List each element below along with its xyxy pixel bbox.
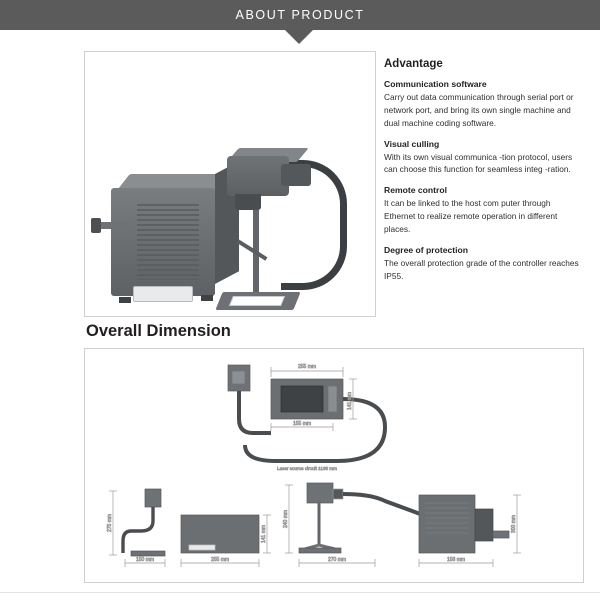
left-view-chiller-height-label: 141 mm <box>261 524 267 544</box>
top-view-depth-label: 155 mm <box>292 421 312 427</box>
advantage-item-body: The overall protection grade of the controller reaches IP55. <box>384 257 579 281</box>
advantage-column <box>384 58 584 292</box>
advantage-item-body: With its own visual communica -tion protocol, users can choose this function for seamless integ -ration. <box>384 151 573 175</box>
laser-marking-head <box>227 156 289 196</box>
right-view-chiller-width-label: 158 mm <box>446 557 466 563</box>
vent-grille-icon <box>137 204 199 280</box>
top-view-cable-label: Laser source circuit 1135 mm <box>277 466 337 471</box>
chiller-front-plate <box>133 286 193 302</box>
stand-base-inner-plate <box>229 296 285 306</box>
lens-icon <box>235 194 261 210</box>
top-view-width-label: 255 mm <box>297 364 317 370</box>
advantage-item-2 <box>384 185 584 236</box>
advantage-item-heading: Remote control <box>384 185 448 196</box>
left-view-base-depth-label: 150 mm <box>135 557 155 563</box>
advantage-item-heading: Communication software <box>384 79 487 89</box>
chiller-foot-right <box>201 295 213 301</box>
water-port-cap <box>91 218 101 233</box>
advantage-item-heading: Degree of protection <box>384 244 469 255</box>
advantage-title: Advantage <box>384 58 443 70</box>
overall-dimension-title: Overall Dimension <box>86 322 231 340</box>
machine-illustration <box>85 52 375 316</box>
right-view-chiller-height-label: 300 mm <box>511 514 517 534</box>
about-product-banner <box>0 0 600 30</box>
footer-divider <box>0 592 600 593</box>
left-view-stand-height-label: 275 mm <box>107 513 113 533</box>
head-rear-connector <box>281 164 311 186</box>
banner-inner <box>110 0 490 30</box>
advantage-item-0 <box>384 79 584 130</box>
right-view-stand-height-label: 240 mm <box>283 509 289 529</box>
banner-arrow-icon <box>285 30 313 44</box>
chiller-foot-left <box>119 297 131 303</box>
stand-brace <box>237 239 268 260</box>
overall-dimension-panel <box>84 348 584 583</box>
right-view-base-width-label: 270 mm <box>327 557 347 563</box>
advantage-item-body: Carry out data communication through serial port or network port, and bring its own single machine and dual machine coding software. <box>384 92 574 128</box>
page-title: ABOUT PRODUCT <box>235 8 365 22</box>
left-view-chiller-width-label: 255 mm <box>210 557 230 563</box>
advantage-item-heading: Visual culling <box>384 138 440 149</box>
top-view-height-label: 141 mm <box>347 391 353 411</box>
product-image-panel <box>84 51 376 317</box>
advantage-item-3 <box>384 245 584 283</box>
advantage-item-body: It can be linked to the host com puter through Ethernet to realize remote operation in different places. <box>384 198 558 235</box>
dimension-drawing <box>85 349 583 582</box>
advantage-item-1 <box>384 139 584 177</box>
